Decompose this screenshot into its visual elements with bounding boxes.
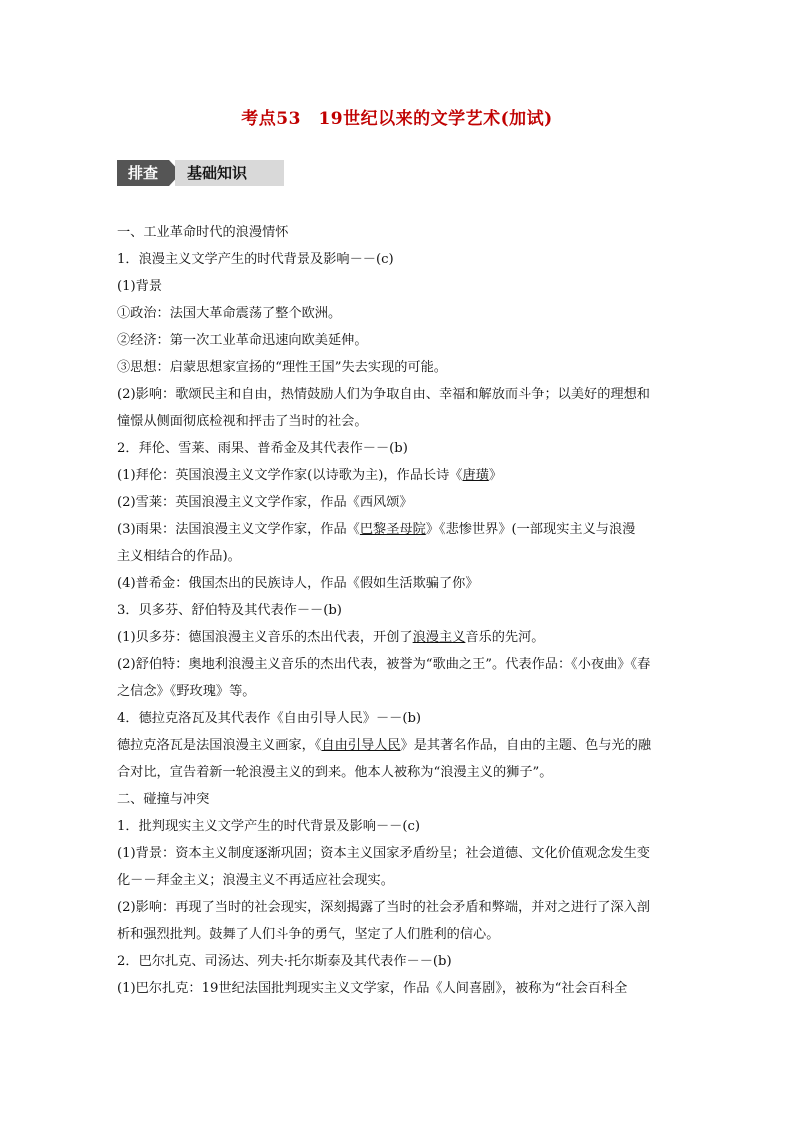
text-segment: (1)拜伦：英国浪漫主义文学作家(以诗歌为主)，作品长诗《 (117, 468, 463, 483)
text-segment: (2)影响：歌颂民主和自由，热情鼓励人们为争取自由、幸福和解放而斗争；以美好的理想和 (117, 387, 650, 402)
text-segment: 3．贝多芬、舒伯特及其代表作－－(b) (117, 603, 342, 618)
underlined-term: 浪漫主义 (412, 630, 466, 645)
text-segment: 2．巴尔扎克、司汤达、列夫·托尔斯泰及其代表作－－(b) (117, 954, 452, 969)
text-line (117, 408, 679, 435)
text-line (117, 894, 679, 921)
text-segment: (2)影响：再现了当时的社会现实，深刻揭露了当时的社会矛盾和弊端，并对之进行了深入剖 (117, 900, 650, 915)
text-segment: 》是其著名作品，自由的主题、色与光的融 (400, 738, 652, 753)
text-line (117, 813, 679, 840)
text-line (117, 570, 679, 597)
text-segment: (2)舒伯特：奥地利浪漫主义音乐的杰出代表，被誉为“歌曲之王”。代表作品：《小夜曲》《春 (117, 657, 651, 672)
text-line (117, 489, 679, 516)
text-segment: 化－－拜金主义；浪漫主义不再适应社会现实。 (117, 873, 394, 888)
text-line (117, 678, 679, 705)
text-segment: 之信念》《野玫瑰》等。 (117, 684, 256, 699)
text-line (117, 543, 679, 570)
page-title: 考点53 19世纪以来的文学艺术(加试) (241, 109, 553, 129)
text-line (117, 435, 679, 462)
text-segment: (1)背景：资本主义制度逐渐巩固；资本主义国家矛盾纷呈；社会道德、文化价值观念发生变 (117, 846, 650, 861)
text-line (117, 921, 679, 948)
text-segment: (1)背景 (117, 279, 163, 294)
text-segment: 析和强烈批判。鼓舞了人们斗争的勇气，坚定了人们胜利的信心。 (117, 927, 500, 942)
text-segment: (3)雨果：法国浪漫主义文学作家，作品《 (117, 522, 360, 537)
text-line (117, 462, 679, 489)
text-line (117, 246, 679, 273)
section-banner (117, 160, 284, 186)
text-segment: 1．批判现实主义文学产生的时代背景及影响－－(c) (117, 819, 421, 834)
text-segment: 德拉克洛瓦是法国浪漫主义画家，《 (117, 738, 322, 753)
text-line (117, 219, 679, 246)
text-line (117, 867, 679, 894)
banner-tag: 排查 (117, 160, 169, 186)
text-line (117, 300, 679, 327)
text-segment: 二、碰撞与冲突 (117, 792, 210, 807)
text-line (117, 786, 679, 813)
banner-label: 基础知识 (175, 160, 284, 186)
underlined-term: 巴黎圣母院 (359, 522, 426, 537)
text-line (117, 327, 679, 354)
text-segment: 4．德拉克洛瓦及其代表作《自由引导人民》－－(b) (117, 711, 422, 726)
text-line (117, 651, 679, 678)
text-segment: 一、工业革命时代的浪漫情怀 (117, 225, 289, 240)
text-line (117, 948, 679, 975)
text-segment: ①政治：法国大革命震荡了整个欧洲。 (117, 306, 342, 321)
text-line (117, 705, 679, 732)
text-line (117, 732, 679, 759)
text-line (117, 516, 679, 543)
text-segment: 主义相结合的作品)。 (117, 549, 241, 564)
text-segment: (2)雪莱：英国浪漫主义文学作家，作品《西风颂》 (117, 495, 413, 510)
text-segment: (1)巴尔扎克：19世纪法国批判现实主义文学家，作品《人间喜剧》，被称为“社会百科全 (117, 981, 628, 996)
text-segment: ③思想：启蒙思想家宣扬的“理性王国”失去实现的可能。 (117, 360, 447, 375)
text-segment: 1．浪漫主义文学产生的时代背景及影响－－(c) (117, 252, 394, 267)
text-segment: 》《悲惨世界》(一部现实主义与浪漫 (425, 522, 636, 537)
text-line (117, 975, 679, 1002)
text-segment: 》 (488, 468, 503, 483)
text-segment: 合对比，宣告着新一轮浪漫主义的到来。他本人被称为“浪漫主义的狮子”。 (117, 765, 553, 780)
underlined-term: 自由引导人民 (321, 738, 401, 753)
text-segment: 音乐的先河。 (465, 630, 545, 645)
underlined-term: 唐璜 (462, 468, 489, 483)
text-segment: ②经济：第一次工业革命迅速向欧美延伸。 (117, 333, 368, 348)
text-line (117, 597, 679, 624)
text-line (117, 759, 679, 786)
text-segment: 憧憬从侧面彻底检视和抨击了当时的社会。 (117, 414, 368, 429)
text-line (117, 273, 679, 300)
text-segment: (1)贝多芬：德国浪漫主义音乐的杰出代表，开创了 (117, 630, 413, 645)
text-segment: 2．拜伦、雪莱、雨果、普希金及其代表作－－(b) (117, 441, 408, 456)
text-line (117, 381, 679, 408)
text-segment: (4)普希金：俄国杰出的民族诗人，作品《假如生活欺骗了你》 (117, 576, 479, 591)
text-line (117, 354, 679, 381)
document-body (117, 219, 679, 1002)
text-line (117, 840, 679, 867)
text-line (117, 624, 679, 651)
